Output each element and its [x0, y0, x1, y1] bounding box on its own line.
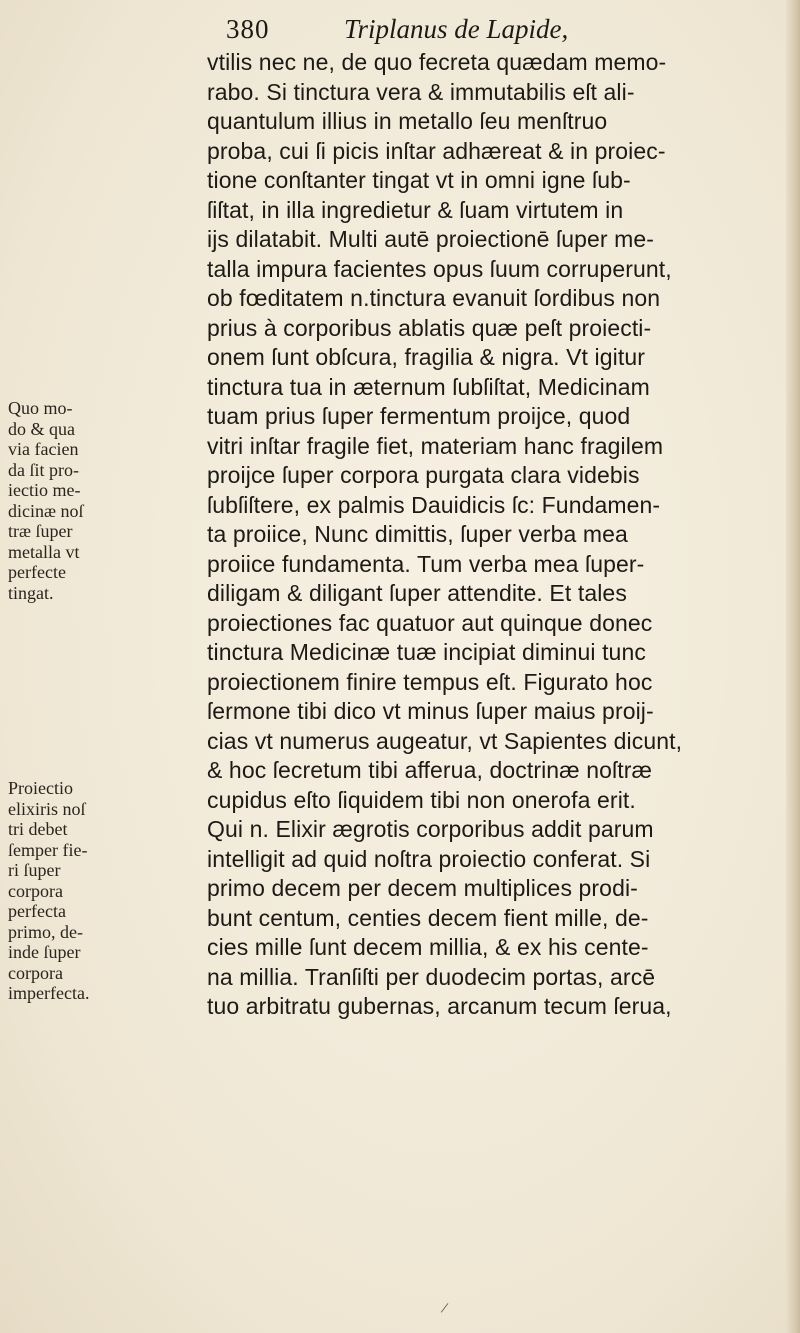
text-line: proiectiones fac quatuor aut quinque donec — [207, 609, 653, 636]
text-line: diligam & diligant ſuper attendite. Et tales — [207, 580, 627, 606]
marginal-note-line: iectio me- — [8, 480, 81, 500]
marginal-note-line: perfecte — [8, 562, 66, 582]
main-text-block — [207, 48, 787, 1022]
text-line: cias vt numerus augeatur, vt Sapientes dicunt, — [207, 727, 683, 754]
text-line: proiectionem finire tempus eſt. Figurato hoc — [207, 668, 653, 695]
text-line: tuam prius ſuper fermentum proijce, quod — [207, 403, 631, 429]
page-edge — [786, 0, 800, 1333]
marginal-note-line: ſemper fie- — [8, 839, 88, 860]
text-line: prius à corporibus ablatis quæ peſt proiecti- — [207, 314, 652, 341]
text-line: bunt centum, centies decem fient mille, de- — [207, 904, 649, 931]
text-line: tinctura Medicinæ tuæ incipiat diminui tunc — [207, 639, 646, 665]
marginal-note-line: metalla vt — [8, 541, 80, 562]
text-line: vtilis nec ne, de quo fecreta quædam memo- — [207, 49, 667, 75]
marginal-note-projection-method — [8, 398, 204, 603]
text-line: quantulum illius in metallo ſeu menſtruo — [207, 108, 608, 134]
text-line: na millia. Tranſiſti per duodecim portas, arcē — [207, 963, 656, 990]
marginal-note-elixir-projection — [8, 778, 204, 1004]
marginal-note-line: corpora — [8, 962, 63, 983]
marginal-note-line: tri debet — [8, 819, 68, 839]
text-line: proijce ſuper corpora purgata clara videbis — [207, 462, 640, 488]
marginal-note-line: elixiris noſ — [8, 798, 86, 819]
marginal-note-line: ri ſuper — [8, 860, 61, 880]
marginal-note-line: via facien — [8, 439, 79, 459]
text-line: ob fœditatem n.tinctura evanuit ſordibus non — [207, 285, 661, 311]
text-line: primo decem per decem multiplices prodi- — [207, 875, 638, 901]
text-line: intelligit ad quid noſtra proiectio conferat. Si — [207, 845, 651, 872]
marginal-note-line: inde ſuper — [8, 942, 81, 962]
running-title: Triplanus de Lapide, — [344, 14, 569, 44]
text-line: & hoc ſecretum tibi afferua, doctrinæ noſtræ — [207, 757, 653, 783]
page-number: 380 — [226, 14, 270, 44]
text-line: tinctura tua in æternum ſubſiſtat, Medicinam — [207, 373, 650, 400]
text-line: ta proiice, Nunc dimittis, ſuper verba mea — [207, 521, 628, 547]
text-line: rabo. Si tinctura vera & immutabilis eſt ali- — [207, 78, 635, 105]
text-line: tione conſtanter tingat vt in omni igne ſub- — [207, 167, 631, 193]
marginal-note-line: da ſit pro- — [8, 459, 79, 480]
text-line: cies mille ſunt decem millia, & ex his cente- — [207, 934, 649, 960]
marginal-note-line: do & qua — [8, 418, 75, 439]
text-line: proiice fundamenta. Tum verba mea ſuper- — [207, 550, 645, 577]
text-line: onem ſunt obſcura, fragilia & nigra. Vt igitur — [207, 344, 645, 370]
marginal-note-line: corpora — [8, 880, 63, 901]
text-line: talla impura facientes opus ſuum corruperunt, — [207, 255, 672, 282]
text-line: ijs dilatabit. Multi autē proiectionē ſuper me- — [207, 226, 655, 252]
text-line: vitri inſtar fragile fiet, materiam hanc fragilem — [207, 432, 664, 459]
marginal-note-line: træ ſuper — [8, 521, 73, 541]
marginal-note-line: perfecta — [8, 901, 66, 921]
marginal-note-line: primo, de- — [8, 921, 83, 942]
text-line: proba, cui ſi picis inſtar adhæreat & in proiec- — [207, 137, 666, 164]
text-line: tuo arbitratu gubernas, arcanum tecum ſerua, — [207, 993, 672, 1019]
marginal-note-line: Proiectio — [8, 778, 73, 798]
marginal-note-line: Quo mo- — [8, 398, 73, 418]
text-line: Qui n. Elixir ægrotis corporibus addit parum — [207, 816, 654, 842]
footer-mark: / — [439, 1299, 450, 1318]
text-line: ſermone tibi dico vt minus ſuper maius proij- — [207, 698, 654, 724]
marginal-note-line: imperfecta. — [8, 983, 90, 1003]
text-line: cupidus eſto ſiquidem tibi non onerofa erit. — [207, 786, 636, 813]
marginal-note-line: tingat. — [8, 582, 54, 603]
marginal-note-line: dicinæ noſ — [8, 500, 84, 521]
text-line: ſiſtat, in illa ingredietur & ſuam virtutem in — [207, 196, 624, 223]
text-line: ſubſiſtere, ex palmis Dauidicis ſc: Fundamen- — [207, 491, 661, 518]
